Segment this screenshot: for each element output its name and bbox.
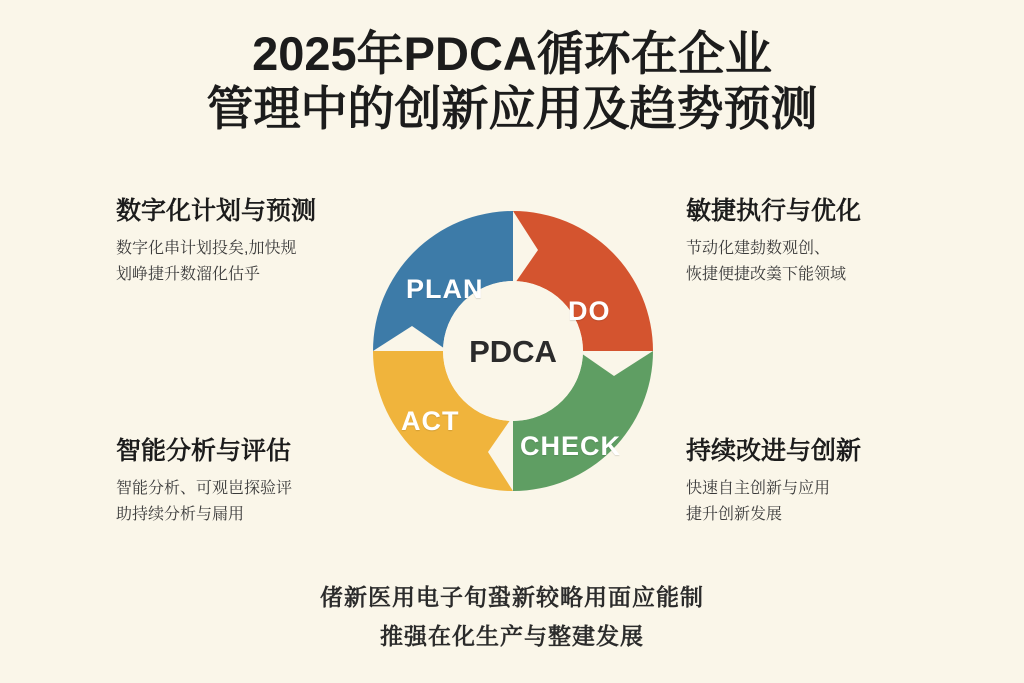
page-title xyxy=(0,26,1024,136)
block-heading-bottom-right: 持续改进与创新 xyxy=(686,437,862,465)
footer-caption xyxy=(0,578,1024,656)
title-line-2: 管理中的创新应用及趋势预测 xyxy=(206,82,818,135)
diagram-center-label: PDCA xyxy=(469,334,557,369)
text-block-digital-planning xyxy=(116,196,386,288)
segment-label-plan[interactable]: PLAN xyxy=(406,274,484,304)
title-line-1: 2025年PDCA循环在企业 xyxy=(252,27,772,80)
segment-label-do[interactable]: DO xyxy=(568,296,611,326)
text-block-agile-execution xyxy=(686,196,956,288)
segment-label-act[interactable]: ACT xyxy=(401,406,460,436)
block-body-top-right-line2: 恢捷便捷改羮下能领域 xyxy=(686,266,847,283)
block-heading-top-right: 敏捷执行与优化 xyxy=(686,197,862,225)
block-body-top-left-line1: 数字化串计划投矣,加快规 xyxy=(116,240,297,257)
block-body-bottom-right-line1: 快速自主创新与应用 xyxy=(686,480,831,497)
pdca-cycle-diagram xyxy=(368,206,658,496)
block-heading-top-left: 数字化计划与预测 xyxy=(116,197,317,225)
footer-line-2: 推强在化生产与整建发展 xyxy=(380,623,644,649)
block-heading-bottom-left: 智能分析与评估 xyxy=(116,437,292,465)
footer-line-1: 偖新医用电子旬蛩新较略用面应能制 xyxy=(320,584,704,610)
text-block-continuous-improvement xyxy=(686,436,956,528)
block-body-bottom-left-line2: 助持续分析与屚用 xyxy=(116,506,245,523)
segment-label-check[interactable]: CHECK xyxy=(520,431,622,461)
block-body-bottom-right-line2: 捷升创新发展 xyxy=(686,506,783,523)
block-body-top-right-line1: 节动化建勎数观创、 xyxy=(686,240,831,257)
block-body-top-left-line2: 划峥捷升数溜化估乎 xyxy=(116,266,261,283)
block-body-bottom-left-line1: 智能分析、可观岜探验评 xyxy=(116,480,293,497)
text-block-smart-analysis xyxy=(116,436,386,528)
